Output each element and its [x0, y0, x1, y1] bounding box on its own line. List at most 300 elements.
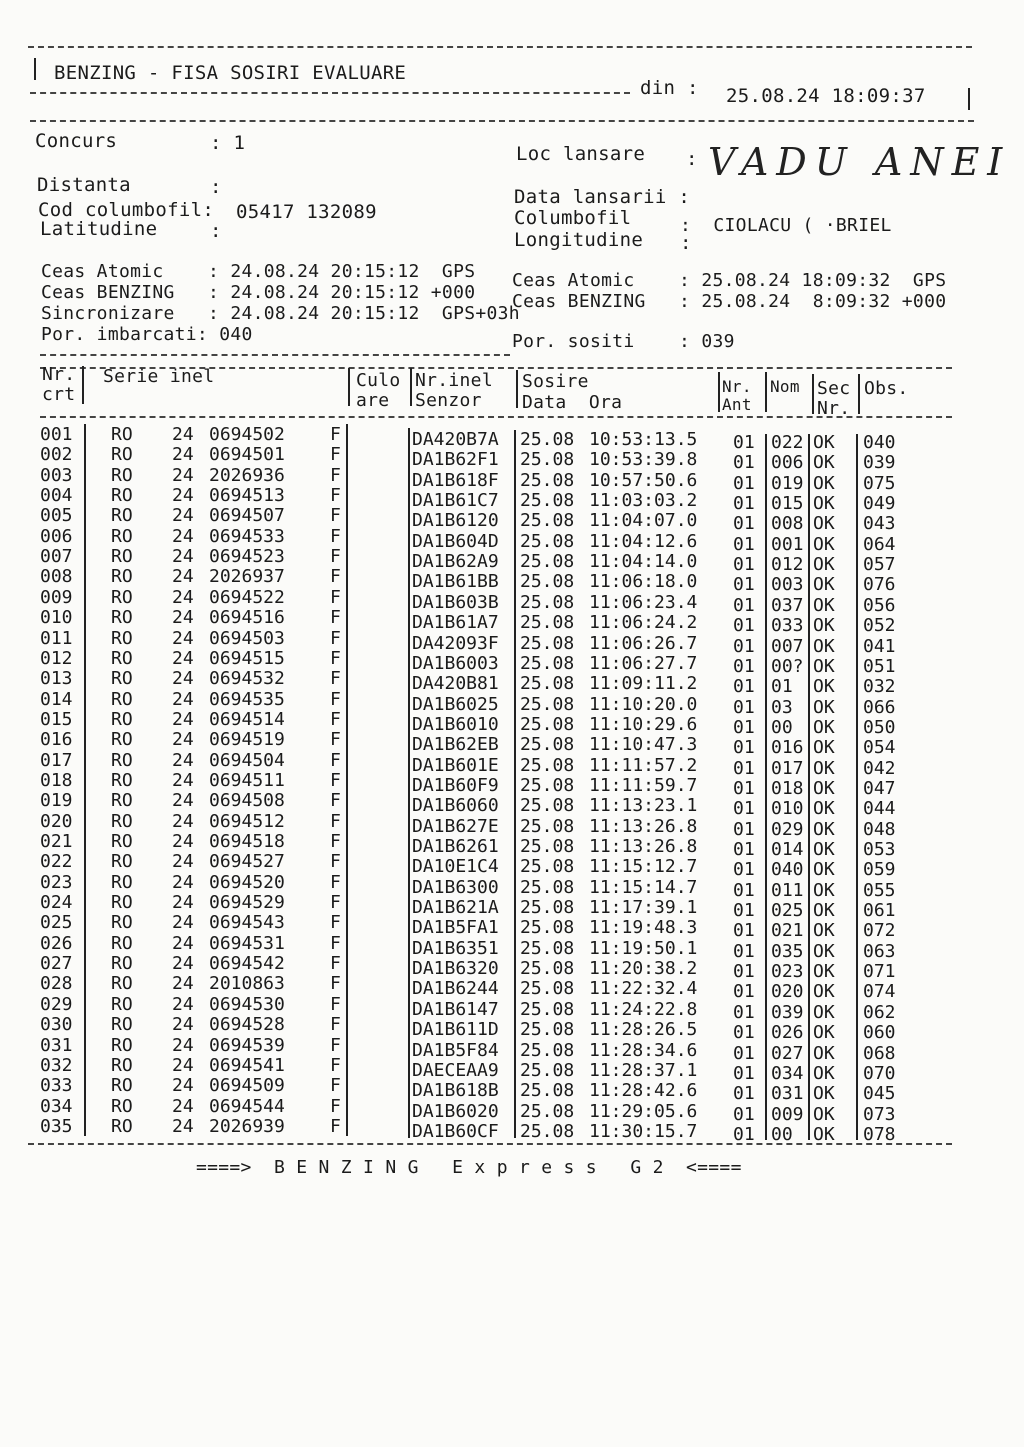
antenna-number: 01 — [733, 798, 755, 820]
ring-number: 0694532 — [209, 668, 285, 690]
arrival-date: 25.08 — [520, 734, 575, 756]
ring-number: 0694531 — [209, 932, 285, 954]
arrival-date: 25.08 — [520, 490, 575, 512]
nom-number: 019 — [771, 472, 804, 494]
sec-status: OK — [813, 493, 835, 515]
antenna-number: 01 — [733, 472, 755, 494]
arrival-date: 25.08 — [520, 591, 575, 613]
antenna-number: 01 — [733, 1022, 755, 1044]
obs-value: 041 — [863, 635, 896, 657]
table-row — [0, 444, 1024, 474]
table-row — [0, 424, 1024, 453]
arrival-date: 25.08 — [520, 1019, 575, 1041]
col-sep — [516, 370, 518, 408]
ring-year: 24 — [172, 1054, 194, 1076]
country-code: RO — [111, 729, 133, 751]
sex: F — [330, 810, 341, 832]
nom-number: 010 — [771, 798, 804, 820]
sec-status: OK — [813, 513, 835, 535]
sensor-id: DA1B6351 — [412, 937, 499, 959]
country-code: RO — [111, 1115, 133, 1137]
arrival-date: 25.08 — [520, 998, 575, 1020]
sex: F — [330, 1034, 341, 1056]
sec-status: OK — [813, 859, 835, 881]
nom-number: 031 — [771, 1083, 804, 1105]
sensor-id: DA1B6261 — [412, 836, 499, 857]
sensor-id: DA1B6320 — [412, 958, 499, 980]
country-code: RO — [111, 444, 133, 466]
footer-brand: ====> B E N Z I N G E x p r e s s G 2 <==== — [196, 1157, 742, 1178]
obs-value: 078 — [863, 1123, 896, 1145]
country-code: RO — [111, 607, 133, 629]
col-senzor: Senzor — [415, 390, 482, 411]
sec-status: OK — [813, 900, 835, 922]
arrival-date: 25.08 — [520, 693, 575, 715]
sec-status: OK — [813, 1062, 835, 1084]
ring-year: 24 — [172, 993, 194, 1015]
antenna-number: 01 — [733, 1062, 755, 1084]
sex: F — [330, 1095, 341, 1117]
ring-year: 24 — [172, 831, 194, 852]
ring-year: 24 — [172, 1034, 194, 1056]
sensor-id: DAECEAA9 — [412, 1059, 499, 1081]
sensor-id: DA1B6244 — [412, 978, 499, 1000]
col-sosire: Sosire — [522, 371, 589, 392]
arrival-time: 11:24:22.8 — [589, 998, 698, 1020]
sec-status: OK — [813, 879, 835, 901]
col-data-ora: Data Ora — [522, 392, 623, 413]
row-number: 035 — [40, 1115, 73, 1137]
table-row — [0, 607, 1024, 637]
obs-value: 068 — [863, 1042, 896, 1064]
ring-year: 24 — [172, 1075, 194, 1097]
sec-status: OK — [813, 798, 835, 820]
country-code: RO — [111, 1034, 133, 1056]
ring-number: 0694518 — [209, 831, 285, 852]
sensor-id: DA1B61C7 — [412, 490, 499, 512]
ring-number: 2026939 — [209, 1115, 285, 1137]
sec-status: OK — [813, 452, 835, 474]
col-sep — [718, 372, 720, 412]
row-number: 024 — [40, 892, 73, 914]
antenna-number: 01 — [733, 1123, 755, 1145]
obs-value: 057 — [863, 554, 896, 576]
arrival-time: 11:11:59.7 — [589, 774, 698, 796]
country-code: RO — [111, 790, 133, 812]
country-code: RO — [111, 586, 133, 608]
concurs-value: : 1 — [210, 132, 246, 154]
country-code: RO — [111, 1014, 133, 1036]
row-number: 015 — [40, 708, 73, 730]
cod-columbofil-value: 05417 132089 — [236, 201, 377, 223]
row-number: 017 — [40, 749, 73, 771]
table-row — [0, 668, 1024, 698]
nom-number: 003 — [771, 574, 804, 596]
col-nr-ant-2: Ant — [722, 395, 752, 414]
arrival-time: 11:11:57.2 — [589, 754, 698, 776]
antenna-number: 01 — [733, 1103, 755, 1125]
sensor-id: DA1B6020 — [412, 1100, 499, 1122]
arrival-time: 11:29:05.6 — [589, 1100, 698, 1122]
table-row — [0, 1095, 1024, 1125]
col-culo: Culo — [356, 370, 401, 391]
arrival-time: 11:22:32.4 — [589, 978, 698, 1000]
ring-number: 0694527 — [209, 851, 285, 873]
ring-year: 24 — [172, 973, 194, 995]
arrival-time: 11:28:37.1 — [589, 1059, 698, 1081]
arrival-date: 25.08 — [520, 510, 575, 532]
ring-number: 0694542 — [209, 953, 285, 975]
ring-number: 0694519 — [209, 729, 285, 751]
obs-value: 055 — [863, 879, 896, 901]
sec-status: OK — [813, 574, 835, 596]
sex: F — [330, 627, 341, 649]
nom-number: 017 — [771, 757, 804, 779]
country-code: RO — [111, 688, 133, 710]
table-row — [0, 505, 1024, 535]
table-row — [0, 464, 1024, 494]
ring-number: 0694515 — [209, 647, 285, 669]
table-row — [0, 1034, 1024, 1064]
obs-value: 074 — [863, 981, 896, 1003]
ring-year: 24 — [172, 485, 194, 507]
col-nr: Nr. — [42, 364, 76, 385]
sec-status: OK — [813, 818, 835, 840]
country-code: RO — [111, 892, 133, 914]
antenna-number: 01 — [733, 676, 755, 698]
col-sep — [82, 366, 84, 404]
arrival-time: 11:04:12.6 — [589, 530, 698, 552]
sincronizare: Sincronizare : 24.08.24 20:15:12 GPS+03h — [41, 303, 520, 324]
ring-number: 0694507 — [209, 505, 285, 527]
table-row — [0, 973, 1024, 1003]
arrival-date: 25.08 — [520, 815, 575, 837]
table-row — [0, 851, 1024, 881]
arrival-time: 10:57:50.6 — [589, 469, 698, 491]
arrival-time: 11:19:50.1 — [589, 937, 698, 959]
sec-status: OK — [813, 615, 835, 637]
sex: F — [330, 790, 341, 812]
nom-number: 001 — [771, 533, 804, 555]
ring-number: 0694530 — [209, 993, 285, 1015]
ring-number: 0694535 — [209, 688, 285, 710]
row-number: 033 — [40, 1075, 73, 1097]
obs-value: 047 — [863, 777, 896, 799]
top-dashed-rule — [28, 46, 972, 48]
table-header-rule — [40, 416, 952, 418]
ring-year: 24 — [172, 424, 194, 445]
nom-number: 029 — [771, 818, 804, 840]
obs-value: 051 — [863, 655, 896, 677]
sensor-id: DA1B603B — [412, 591, 499, 613]
arrival-date: 25.08 — [520, 1100, 575, 1122]
row-number: 010 — [40, 607, 73, 629]
arrival-date: 25.08 — [520, 917, 575, 939]
nom-number: 006 — [771, 452, 804, 474]
obs-value: 064 — [863, 533, 896, 555]
nom-number: 018 — [771, 777, 804, 799]
sex: F — [330, 1075, 341, 1097]
country-code: RO — [111, 668, 133, 690]
row-number: 021 — [40, 831, 73, 852]
antenna-number: 01 — [733, 900, 755, 922]
ring-year: 24 — [172, 464, 194, 486]
country-code: RO — [111, 810, 133, 832]
nom-number: 014 — [771, 839, 804, 860]
row-number: 014 — [40, 688, 73, 710]
sex: F — [330, 444, 341, 466]
arrival-date: 25.08 — [520, 754, 575, 776]
sex: F — [330, 769, 341, 791]
sec-status: OK — [813, 716, 835, 738]
country-code: RO — [111, 1054, 133, 1076]
sex: F — [330, 647, 341, 669]
row-number: 007 — [40, 546, 73, 568]
loc-lansare-label: Loc lansare — [516, 143, 646, 165]
table-row — [0, 1115, 1024, 1145]
distanta-colon: : — [210, 176, 222, 198]
col-nr-ant-1: Nr. — [722, 377, 752, 396]
nom-number: 00 — [771, 716, 793, 738]
table-row — [0, 1054, 1024, 1084]
country-code: RO — [111, 993, 133, 1015]
row-number: 023 — [40, 871, 73, 893]
antenna-number: 01 — [733, 777, 755, 799]
sex: F — [330, 932, 341, 954]
obs-value: 050 — [863, 716, 896, 738]
antenna-number: 01 — [733, 594, 755, 616]
arrival-date: 25.08 — [520, 449, 575, 471]
obs-value: 075 — [863, 472, 896, 494]
nom-number: 00 — [771, 1123, 793, 1145]
antenna-number: 01 — [733, 859, 755, 881]
sex: F — [330, 525, 341, 547]
ring-year: 24 — [172, 586, 194, 608]
country-code: RO — [111, 749, 133, 771]
obs-value: 073 — [863, 1103, 896, 1125]
country-code: RO — [111, 505, 133, 527]
ring-year: 24 — [172, 851, 194, 873]
country-code: RO — [111, 424, 133, 445]
arrival-date: 25.08 — [520, 1120, 575, 1142]
row-number: 025 — [40, 912, 73, 934]
nom-number: 027 — [771, 1042, 804, 1064]
sex: F — [330, 688, 341, 710]
sensor-id: DA1B62EB — [412, 734, 499, 756]
header-right-bar — [968, 88, 970, 110]
sensor-id: DA1B618B — [412, 1080, 499, 1102]
cod-columbofil-label: Cod columbofil: — [38, 199, 215, 221]
sex: F — [330, 566, 341, 588]
arrival-date: 25.08 — [520, 958, 575, 980]
obs-value: 053 — [863, 839, 896, 860]
antenna-number: 01 — [733, 655, 755, 677]
nom-number: 016 — [771, 737, 804, 759]
obs-value: 066 — [863, 696, 896, 718]
table-bottom-rule — [28, 1143, 952, 1145]
sec-status: OK — [813, 757, 835, 779]
col-are: are — [356, 390, 390, 411]
row-number: 019 — [40, 790, 73, 812]
arrival-time: 11:10:29.6 — [589, 713, 698, 735]
document-title: BENZING - FISA SOSIRI EVALUARE — [54, 62, 407, 84]
ring-number: 0694523 — [209, 546, 285, 568]
sex: F — [330, 505, 341, 527]
arrival-date: 25.08 — [520, 795, 575, 817]
ring-number: 0694533 — [209, 525, 285, 547]
antenna-number: 01 — [733, 452, 755, 474]
ring-number: 2026937 — [209, 566, 285, 588]
obs-value: 076 — [863, 574, 896, 596]
row-number: 022 — [40, 851, 73, 873]
ring-year: 24 — [172, 749, 194, 771]
arrival-time: 10:53:39.8 — [589, 449, 698, 471]
obs-value: 032 — [863, 676, 896, 698]
arrival-time: 11:06:26.7 — [589, 632, 698, 654]
sex: F — [330, 993, 341, 1015]
sensor-id: DA1B62F1 — [412, 449, 499, 471]
table-row — [0, 912, 1024, 942]
arrival-time: 11:15:14.7 — [589, 876, 698, 898]
nom-number: 039 — [771, 1001, 804, 1023]
nom-number: 025 — [771, 900, 804, 922]
table-row — [0, 688, 1024, 718]
header-left-bar — [34, 58, 36, 80]
ring-number: 2026936 — [209, 464, 285, 486]
nom-number: 007 — [771, 635, 804, 657]
sensor-id: DA1B6003 — [412, 652, 499, 674]
table-row — [0, 831, 1024, 860]
sex: F — [330, 607, 341, 629]
country-code: RO — [111, 953, 133, 975]
ring-year: 24 — [172, 871, 194, 893]
ring-number: 0694504 — [209, 749, 285, 771]
arrival-time: 11:10:47.3 — [589, 734, 698, 756]
nom-number: 015 — [771, 493, 804, 515]
country-code: RO — [111, 566, 133, 588]
sensor-id: DA1B5F84 — [412, 1039, 499, 1061]
sex: F — [330, 668, 341, 690]
col-crt: crt — [42, 384, 76, 405]
sensor-id: DA420B7A — [412, 429, 499, 450]
col-serie-inel: Serie inel — [103, 366, 215, 387]
arrival-date: 25.08 — [520, 571, 575, 593]
ring-year: 24 — [172, 444, 194, 466]
sec-status: OK — [813, 655, 835, 677]
obs-value: 056 — [863, 594, 896, 616]
country-code: RO — [111, 871, 133, 893]
ring-number: 0694529 — [209, 892, 285, 914]
row-number: 030 — [40, 1014, 73, 1036]
antenna-number: 01 — [733, 961, 755, 983]
distanta-label: Distanta — [37, 174, 131, 196]
ring-number: 0694520 — [209, 871, 285, 893]
table-row — [0, 993, 1024, 1023]
sex: F — [330, 424, 341, 445]
antenna-number: 01 — [733, 981, 755, 1003]
sex: F — [330, 871, 341, 893]
antenna-number: 01 — [733, 920, 755, 942]
sensor-id: DA1B6025 — [412, 693, 499, 715]
nom-number: 03 — [771, 696, 793, 718]
antenna-number: 01 — [733, 533, 755, 555]
country-code: RO — [111, 973, 133, 995]
country-code: RO — [111, 647, 133, 669]
sec-status: OK — [813, 1083, 835, 1105]
ring-year: 24 — [172, 1115, 194, 1137]
columbofil-label: Columbofil — [514, 207, 632, 229]
sec-status: OK — [813, 737, 835, 759]
antenna-number: 01 — [733, 879, 755, 901]
sex: F — [330, 749, 341, 771]
ring-year: 24 — [172, 566, 194, 588]
arrival-date: 25.08 — [520, 856, 575, 878]
ring-year: 24 — [172, 647, 194, 669]
sec-status: OK — [813, 1123, 835, 1145]
sec-status: OK — [813, 594, 835, 616]
ring-year: 24 — [172, 729, 194, 751]
nom-number: 008 — [771, 513, 804, 535]
obs-value: 071 — [863, 961, 896, 983]
ring-number: 2010863 — [209, 973, 285, 995]
row-number: 027 — [40, 953, 73, 975]
sensor-id: DA42093F — [412, 632, 499, 654]
sensor-id: DA1B627E — [412, 815, 499, 837]
arrival-time: 11:06:27.7 — [589, 652, 698, 674]
nom-number: 012 — [771, 554, 804, 576]
obs-value: 049 — [863, 493, 896, 515]
antenna-number: 01 — [733, 818, 755, 840]
sec-status: OK — [813, 1022, 835, 1044]
nom-number: 011 — [771, 879, 804, 901]
sex: F — [330, 912, 341, 934]
loc-lansare-colon: : — [686, 148, 698, 170]
arrival-time: 11:19:48.3 — [589, 917, 698, 939]
sensor-id: DA1B62A9 — [412, 551, 499, 573]
antenna-number: 01 — [733, 493, 755, 515]
ring-number: 0694522 — [209, 586, 285, 608]
nom-number: 040 — [771, 859, 804, 881]
sensor-id: DA420B81 — [412, 673, 499, 695]
row-number: 002 — [40, 444, 73, 466]
obs-value: 054 — [863, 737, 896, 759]
arrival-date: 25.08 — [520, 429, 575, 450]
sensor-id: DA1B6147 — [412, 998, 499, 1020]
country-code: RO — [111, 627, 133, 649]
col-sec: Sec — [817, 378, 851, 399]
sex: F — [330, 1054, 341, 1076]
row-number: 016 — [40, 729, 73, 751]
antenna-number: 01 — [733, 432, 755, 453]
obs-value: 062 — [863, 1001, 896, 1023]
country-code: RO — [111, 769, 133, 791]
obs-value: 063 — [863, 940, 896, 962]
ring-year: 24 — [172, 769, 194, 791]
nom-number: 00? — [771, 655, 804, 677]
col-sep — [348, 368, 350, 406]
obs-value: 043 — [863, 513, 896, 535]
obs-value: 048 — [863, 818, 896, 840]
row-number: 032 — [40, 1054, 73, 1076]
sensor-id: DA1B6010 — [412, 713, 499, 735]
table-row — [0, 810, 1024, 840]
row-number: 031 — [40, 1034, 73, 1056]
ring-number: 0694511 — [209, 769, 285, 791]
sec-status: OK — [813, 940, 835, 962]
ring-number: 0694543 — [209, 912, 285, 934]
row-number: 006 — [40, 525, 73, 547]
col-sec-nr: Nr. — [817, 398, 851, 419]
